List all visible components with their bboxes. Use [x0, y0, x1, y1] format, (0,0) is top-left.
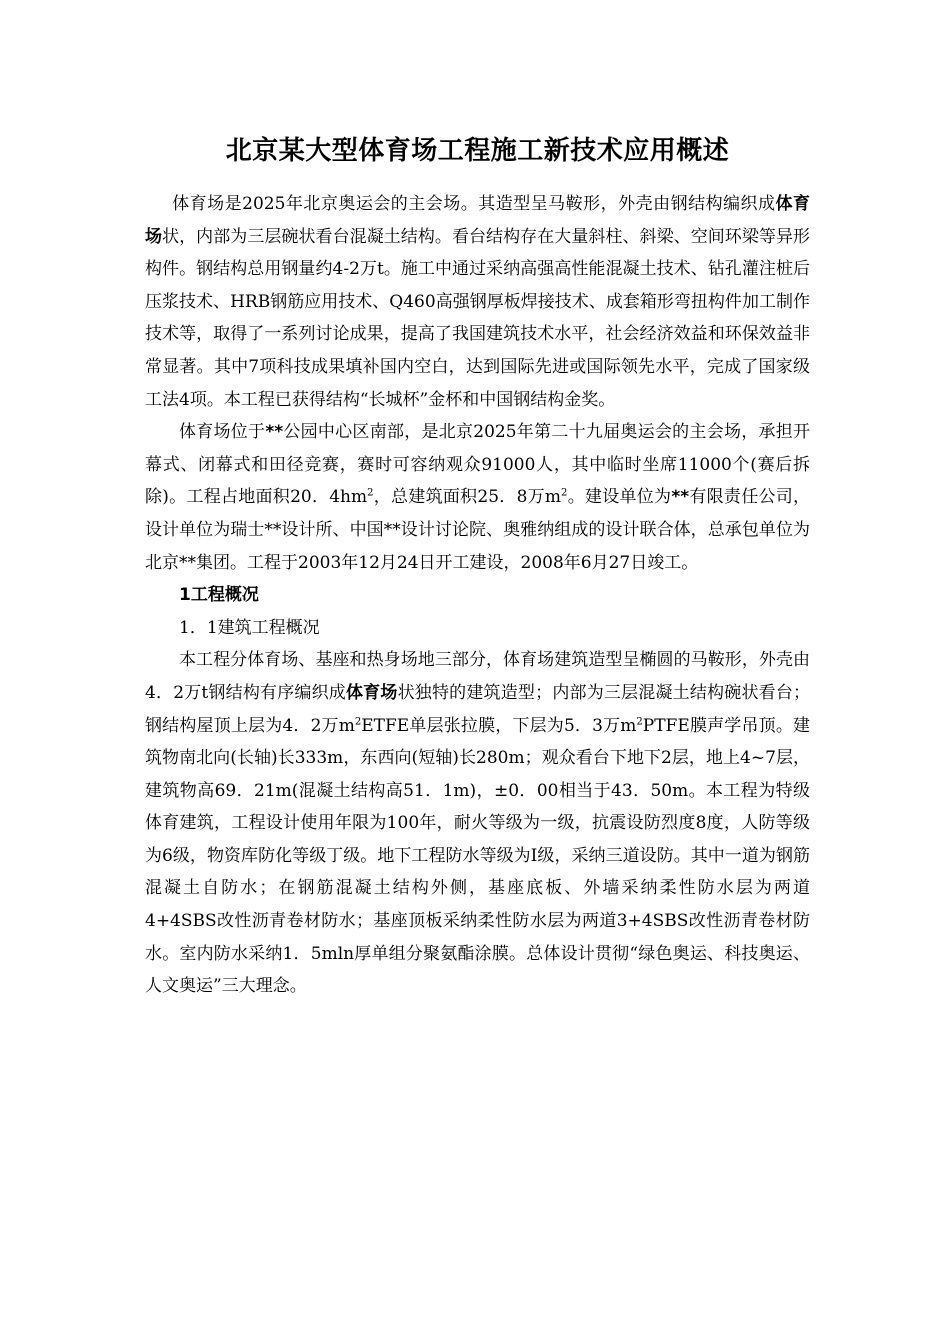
bold-run: ** — [265, 422, 284, 443]
text-run: 状，内部为三层碗状看台混凝土结构。看台结构存在大量斜柱、斜梁、空间环梁等异形构件。钢结构总用钢量约4-2万t。施工中通过采纳高强高性能混凝土技术、钻孔灌注桩后压浆技术、HRB钢筋应用技术、Q460高强钢厚板焊接技术、成套箱形弯扭构件加工制作技术等，取得了一系列讨论成果，提高了我国建筑技术水平，社会经济效益和环保效益非常显著。其中7项科技成果填补国内空白，达到国际先进或国际领先水平，完成了国家级工法4项。本工程已获得结构“长城杯”金杯和中国钢结构金奖。 — [145, 226, 811, 410]
text-run: 体育场位于 — [179, 422, 266, 443]
bold-run: 体育场 — [145, 194, 811, 247]
text-run: 有限责任公司，设计单位为瑞士**设计所、中国**设计讨论院、奥雅纳组成的设计联合体，总承包单位为北京**集团。工程于2003年12月24日开工建设，2008年6月27日竣工。 — [145, 487, 811, 573]
paragraph-location — [145, 416, 810, 579]
superscript: 2 — [561, 487, 568, 499]
subsection-heading: 1．1建筑工程概况 — [179, 617, 320, 638]
bold-run: 体育场 — [345, 682, 398, 703]
text-run: 本工程分体育场、基座和热身场地三部分，体育场建筑造型呈椭圆的马鞍形，外壳由4．2万t钢结构有序编织成 — [145, 650, 810, 703]
text-run: PTFE膜声学吊顶。建筑物南北向(长轴)长333m，东西向(短轴)长280m；观众看台下地下2层，地上4~7层，建筑物高69．21m(混凝土结构高51．1m)，±0．00相当于43．50m。本工程为特级体育建筑，工程设计使用年限为100年，耐火等级为一级，抗震设防烈度8度，人防等级为6级，物资库防化等级丁级。地下工程防水等级为Ⅰ级，采纳三道设防。其中一道为钢筋混凝土自防水；在钢筋混凝土结构外侧，基座底板、外墙采纳柔性防水层为两道4+4SBS改性沥青卷材防水；基座顶板采纳柔性防水层为两道3+4SBS改性沥青卷材防水。室内防水采纳1．5mln厚单组分聚氨酯涂膜。总体设计贯彻“绿色奥运、科技奥运、人文奥运”三大理念。 — [145, 715, 810, 997]
bold-run: ** — [671, 487, 690, 508]
text-run: 。建设单位为 — [567, 487, 672, 508]
superscript: 2 — [354, 715, 362, 727]
text-run: 状独特的建筑造型；内部为三层混凝土结构碗状看台；钢结构屋顶上层为4．2万m — [145, 682, 811, 736]
document-title: 北京某大型体育场工程施工新技术应用概述 — [225, 136, 730, 166]
text-run: 体育场是2025年北京奥运会的主会场。其造型呈马鞍形，外壳由钢结构编织成 — [172, 194, 776, 214]
paragraph-intro — [145, 188, 810, 416]
superscript: 2 — [367, 487, 374, 499]
section-heading: 1工程概况 — [179, 585, 259, 606]
paragraph-overview — [145, 644, 810, 1003]
text-run: ，总建筑面积25．8万m — [373, 487, 562, 508]
text-run: 公园中心区南部，是北京2025年第二十九届奥运会的主会场，承担开幕式、闭幕式和田径竞赛，赛时可容纳观众91000人，其中临时坐席11000个(赛后拆除)。工程占地面积20．4hm — [145, 422, 811, 508]
superscript: 2 — [636, 715, 643, 727]
text-run: ETFE单层张拉膜，下层为5．3万m — [361, 715, 637, 736]
